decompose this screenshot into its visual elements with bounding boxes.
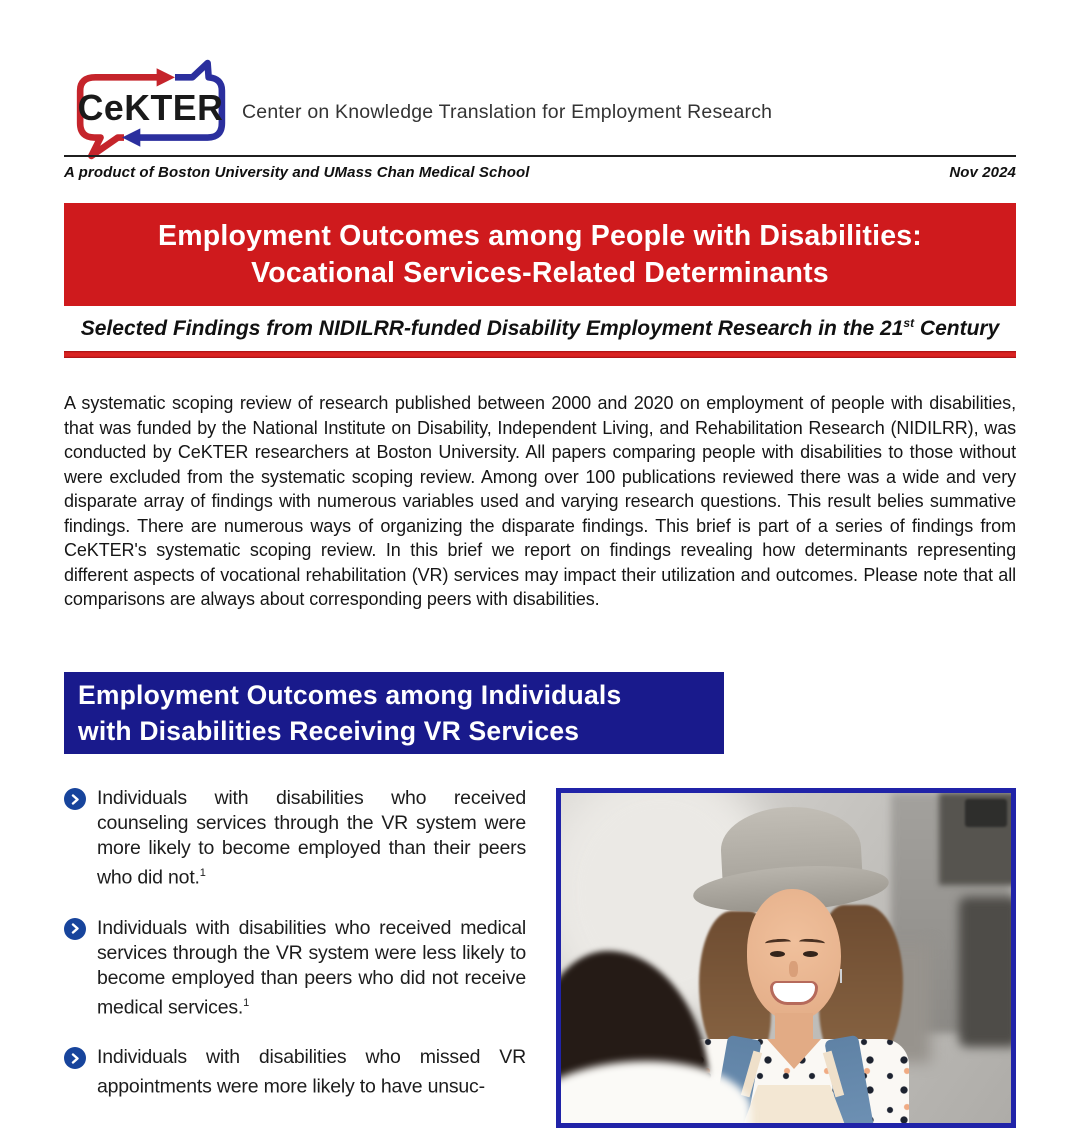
photo-shape — [789, 961, 798, 977]
org-name: Center on Knowledge Translation for Employment Research — [242, 101, 773, 123]
finding-text — [97, 1045, 526, 1100]
title-line-1: Employment Outcomes among People with Disabilities: — [157, 219, 922, 252]
title-line-2: Vocational Services-Related Determinants — [251, 256, 829, 289]
cekter-logo-icon — [60, 58, 240, 162]
list-item — [64, 1045, 526, 1100]
finding-body: Individuals with disabilities who received medical services through the VR system were less likely to become employed than peers who did not receive medical services. — [97, 916, 526, 1018]
title-banner — [64, 203, 1016, 306]
photo-shape — [840, 969, 842, 983]
finding-body: Individuals with disabilities who received counseling services through the VR system were more likely to become employed than their peers who did not. — [97, 787, 526, 889]
logo-text: CeKTER — [77, 88, 224, 129]
subtitle-text: Selected Findings from NIDILRR-funded Disability Employment Research in the 21 — [80, 317, 904, 340]
list-item — [64, 916, 526, 1021]
subtitle-ordinal: st — [903, 316, 915, 330]
footnote-ref: 1 — [199, 867, 206, 879]
subtitle-tail: Century — [914, 317, 1000, 340]
red-divider — [64, 351, 1016, 358]
finding-text — [97, 786, 526, 891]
findings-list — [64, 786, 526, 1125]
header-divider — [64, 155, 1016, 157]
section-line-1: Employment Outcomes among Individuals — [78, 680, 622, 710]
section-banner — [64, 672, 724, 754]
finding-body: Individuals with disabilities who missed VR appointments were more likely to have unsuc- — [97, 1046, 526, 1098]
intro-paragraph: A systematic scoping review of research published between 2000 and 2020 on employment of people with disabilities, that was funded by the National Institute on Disability, Independent Living, and Rehabilitation Research (NIDILRR), was conducted by CeKTER researchers at Boston University. All papers comparing people with disabilities to those without were excluded from the systematic scoping review. Among over 100 publications reviewed there was a wide and very disparate array of findings with numerous variables used and varying research questions. This result belies summative findings. There are numerous ways of organizing the disparate findings. This brief is part of a series of findings from CeKTER's systematic scoping review. In this brief we report on findings revealing how determinants representing different aspects of vocational rehabilitation (VR) services may impact their utilization and outcomes. Please note that all comparisons are always about corresponding peers with disabilities. — [64, 393, 1016, 609]
subtitle — [64, 316, 1016, 341]
footnote-ref: 1 — [243, 996, 250, 1009]
issue-date: Nov 2024 — [949, 164, 1016, 181]
photo-smiling-worker — [556, 788, 1016, 1128]
product-line: A product of Boston University and UMass Chan Medical School — [64, 164, 530, 181]
chevron-right-icon — [64, 918, 86, 940]
cekter-logo — [60, 58, 240, 162]
list-item — [64, 786, 526, 891]
photo-shape — [803, 951, 818, 957]
photo-shape — [770, 951, 785, 957]
finding-text — [97, 916, 526, 1021]
meta-row — [64, 164, 1016, 181]
photo-shape — [959, 897, 1016, 1047]
chevron-right-icon — [64, 1047, 86, 1069]
photo-shape — [965, 799, 1007, 827]
section-line-2: with Disabilities Receiving VR Services — [78, 716, 580, 746]
chevron-right-icon — [64, 788, 86, 810]
photo-smile — [770, 981, 818, 1005]
